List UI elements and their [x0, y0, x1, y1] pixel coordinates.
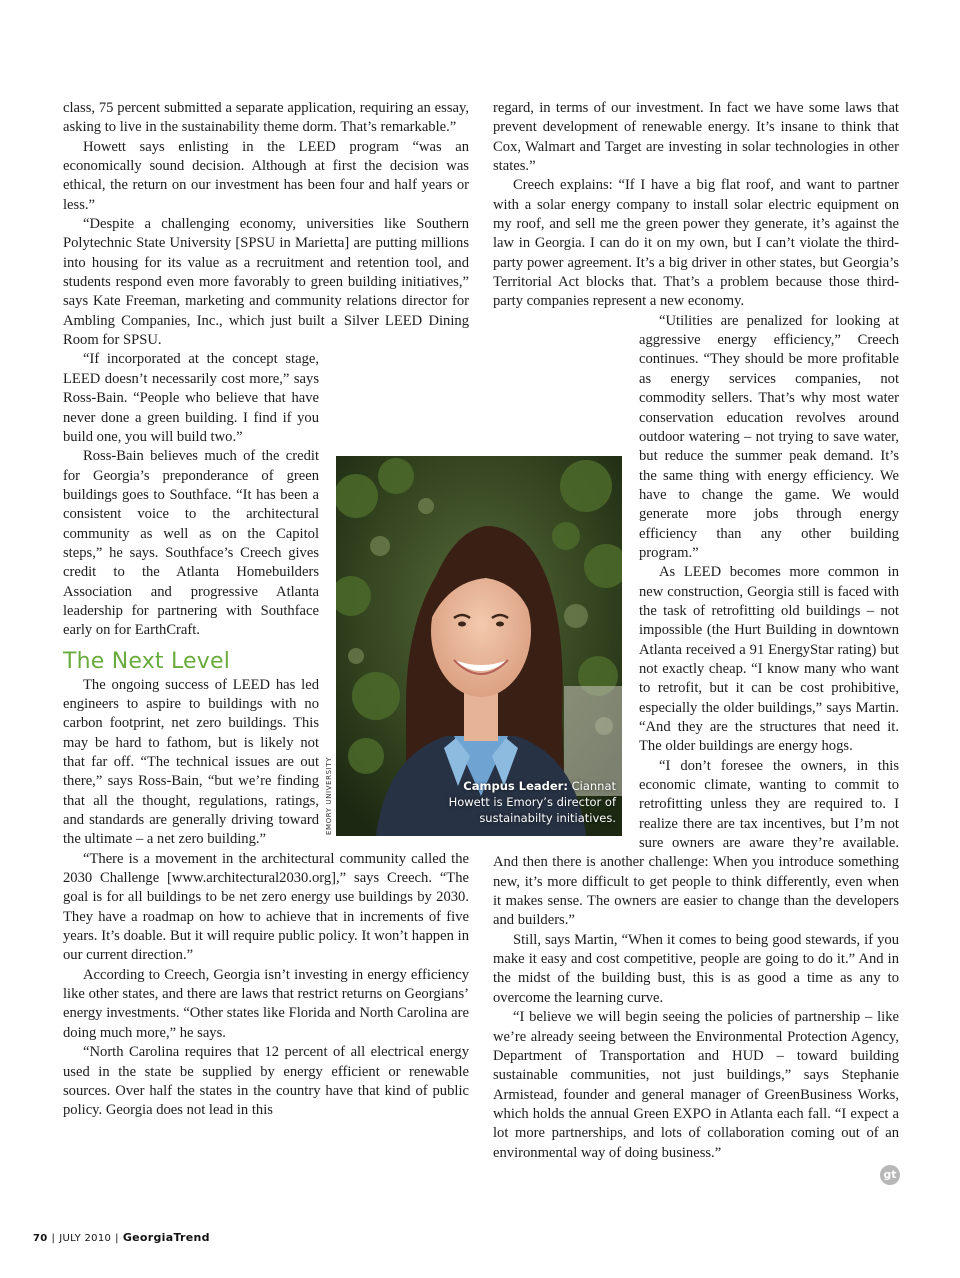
left-paragraph-3: “Despite a challenging economy, universities like Southern Polytechnic State University [SPSU in Marietta] are putting millions into housing for its value as a recruitment and retention tool, and students respond even more favorably to green building initiatives,” says Kate Freeman, marketing and community relations director for Ambling Companies, Inc., which just built a Silver LEED Dining Room for SPSU. [63, 216, 469, 349]
right-paragraph-4: As LEED becomes more common in new construction, Georgia still is faced with the task of retrofitting old buildings – not impossible (the Hurt Building in downtown Atlanta received a 91 EnergyStar rating) but not exactly cheap. “I know many who want to retrofit, but it can be cost prohibitive, especially the older buildings,” says Martin. “And they are the structures that need it. The older buildings are energy hogs. [639, 564, 899, 755]
left-paragraph-8: According to Creech, Georgia isn’t investing in energy efficiency like other states, and there are laws that restrict returns on Georgians’ energy investments. “Other states like Florida and North Carolina are doing much more,” he says. [63, 966, 469, 1041]
end-mark-icon: gt [880, 1165, 900, 1185]
left-paragraph-5: Ross-Bain believes much of the credit for Georgia’s preponderance of green buildings goes to Southface. “It has been a consistent voice to the architectural community as well as on the Capitol steps,” he says. Southface’s Creech gives credit to the Atlanta Homebuilders Association and progressive Atlanta leadership for partnering with Southface early on for EarthCraft. [63, 448, 319, 639]
photo-caption [448, 778, 616, 826]
left-paragraph-4-text: “If incorporated at the concept stage, LEED doesn’t necessarily cost more,” says Ross-Bain. “People who believe that have never done a green building. I find if you build one, you will build two.” [63, 351, 319, 445]
right-paragraph-5: “I don’t foresee the owners, in this economic climate, wanting to commit to retrofitting unless they are required to. I realize there are tax incentives, but I’m not sure owners are aware they’re available. And then there is another challenge: When you introduce something new, it’s more difficult to get people to think differently, even when it makes sense. The owners are easier to change than the developers and builders.” [493, 757, 899, 929]
left-paragraph-7: “There is a movement in the architectural community called the 2030 Challenge [www.architectural2030.org],” says Creech. “The goal is for all buildings to be net zero energy use buildings by 2030. They have a roadmap on how to achieve that in increments of five years. It’s doable. But it will require public policy. It won’t happen in our current direction.” [63, 850, 469, 964]
section-heading: The Next Level [63, 648, 231, 674]
caption-lead: Campus Leader: [463, 779, 568, 793]
footer-separator: | [115, 1233, 119, 1244]
left-paragraph-1: class, 75 percent submitted a separate application, requiring an essay, asking to live in the sustainability theme dorm. That’s remarkable.” [63, 100, 469, 136]
right-paragraph-2: Creech explains: “If I have a big flat roof, and want to partner with a solar energy company to install solar electric equipment on my roof, and sell me the green power they generate, it’s against the law in Georgia. I can do it on my own, but I can’t violate the third-party power agreement. It’s a big driver in other states, but Georgia’s Territorial Act blocks that. That’s a problem because those third-party companies represent a new economy. [493, 177, 899, 310]
magazine-name: GeorgiaTrend [122, 1231, 210, 1244]
right-paragraph-7: “I believe we will begin seeing the policies of partnership – like we’re already seeing between the Environmental Protection Agency, Department of Transportation and HUD – toward building sustainable communities, not just buildings,” says Stephanie Armistead, founder and general manager of GreenBusiness Works, which holds the annual Green EXPO in Atlanta each fall. “I expect a lot more partnerships, and lots of collaboration coming out of an environmental way of doing business.” [493, 1009, 899, 1161]
page-number: 70 [33, 1233, 48, 1244]
right-paragraph-1: regard, in terms of our investment. In fact we have some laws that prevent development of renewable energy. It’s insane to think that Cox, Walmart and Target are investing in solar technologies in other states.” [493, 100, 899, 175]
issue-date: JULY 2010 [59, 1233, 112, 1244]
footer-separator: | [51, 1233, 56, 1244]
page-footer [33, 1231, 210, 1244]
photo-credit: EMORY UNIVERSITY [325, 756, 333, 836]
left-paragraph-2: Howett says enlisting in the LEED program “was an economically sound decision. Although at first the decision was ethical, the return on our investment has been four and half years or less.” [63, 138, 469, 213]
caption-text: Ciannat Howett is Emory’s director of sustainabilty initiatives. [448, 779, 616, 825]
right-paragraph-3: “Utilities are penalized for looking at aggressive energy efficiency,” Creech continues. “They should be more profitable as energy services companies, not commodity sellers. That’s why most water conservation education revolves around outdoor watering – not trying to save water, but reduce the summer peak demand. It’s the same thing with energy efficiency. We have to change the game. We would generate more jobs through energy efficiency than any other building program.” [639, 312, 899, 561]
right-paragraph-6: Still, says Martin, “When it comes to being good stewards, if you make it easy and cost competitive, people are going to do it.” And in the midst of the building bust, this is as good a time as any to overcome the learning curve. [493, 931, 899, 1006]
left-paragraph-6: The ongoing success of LEED has led engineers to aspire to buildings with no carbon footprint, net zero buildings. This may be hard to fathom, but is likely not that far off. “The technical issues are out there,” says Ross-Bain, “but we’re finding that all the thought, regulations, ratings, and standards are generally driving toward the ultimate – a net zero building.” [63, 676, 319, 848]
left-paragraph-9: “North Carolina requires that 12 percent of all electrical energy used in the state be supplied by energy efficient or renewable sources. Over half the states in the country have that kind of public policy. Georgia does not lead in this [63, 1044, 469, 1119]
